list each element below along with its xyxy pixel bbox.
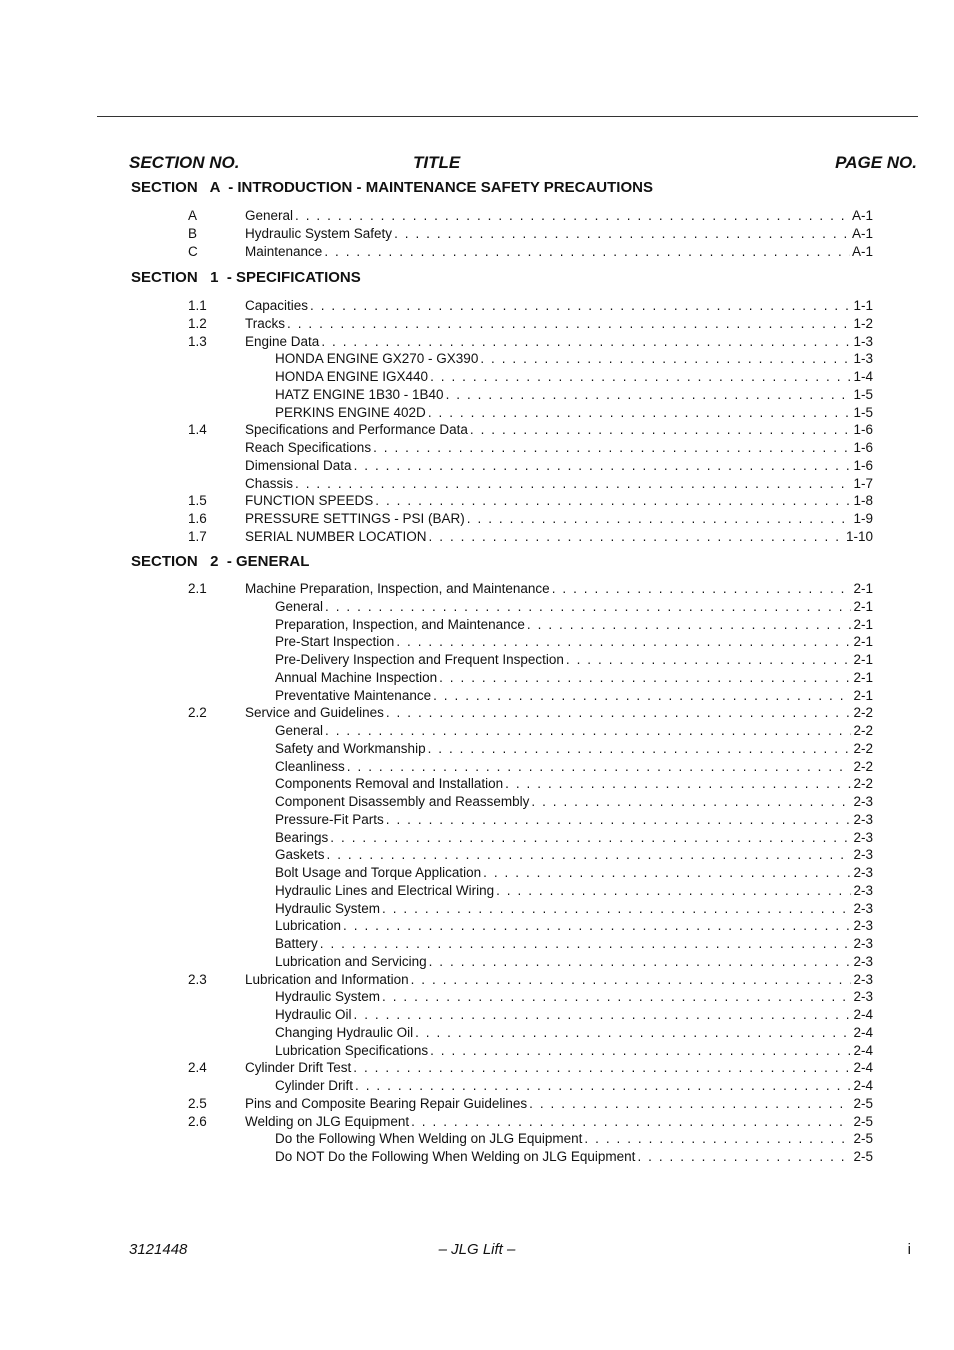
dot-leader xyxy=(505,775,851,793)
toc-entry-page: 1-3 xyxy=(853,351,873,367)
toc-entry-line xyxy=(245,971,873,989)
toc-entry-page: 2-1 xyxy=(853,581,873,596)
toc-entry-line xyxy=(245,510,873,528)
dot-leader xyxy=(330,829,851,847)
toc-entry-page: 2-2 xyxy=(853,723,873,738)
toc-entry-page: 2-4 xyxy=(853,1024,873,1040)
dot-leader xyxy=(430,1042,851,1060)
toc-entry-page: 2-5 xyxy=(853,1095,873,1111)
toc-entry-line xyxy=(275,1148,873,1166)
toc-entry[interactable] xyxy=(0,687,954,705)
dot-leader xyxy=(428,740,852,758)
toc-entry-line xyxy=(275,1130,873,1148)
toc-entry-line xyxy=(275,1077,873,1095)
toc-entry-line xyxy=(275,368,873,386)
toc-entry-page: 2-3 xyxy=(853,865,873,880)
toc-entry-page: 1-6 xyxy=(853,457,873,473)
toc-entry-line xyxy=(275,758,873,776)
toc-entry-line xyxy=(275,900,873,918)
toc-entry[interactable] xyxy=(0,988,954,1006)
toc-entry[interactable] xyxy=(0,971,954,989)
toc-entry-line xyxy=(245,297,873,315)
toc-entry-page: 1-1 xyxy=(853,298,873,313)
toc-entry[interactable] xyxy=(0,492,954,510)
toc-entry-line xyxy=(245,580,873,598)
toc-entry-line xyxy=(275,935,873,953)
toc-entry-page: 2-1 xyxy=(853,616,873,632)
toc-entry[interactable] xyxy=(0,421,954,439)
toc-entry-line xyxy=(275,775,873,793)
toc-entry-line xyxy=(275,669,873,687)
toc-entry[interactable] xyxy=(0,669,954,687)
dot-leader xyxy=(386,811,852,829)
dot-leader xyxy=(354,1006,852,1024)
toc-entry-line xyxy=(275,1006,873,1024)
toc-entry[interactable] xyxy=(0,829,954,847)
toc-entry-title: Safety and Workmanship xyxy=(275,740,426,756)
toc-entry-page: 1-5 xyxy=(853,386,873,402)
toc-entry-title: Annual Machine Inspection xyxy=(275,669,438,685)
toc-entry-title: Pre-Start Inspection xyxy=(275,634,395,650)
toc-entry[interactable] xyxy=(0,740,954,758)
toc-entry-page: 1-6 xyxy=(853,422,873,438)
dot-leader xyxy=(287,315,851,333)
toc-entry-page: 2-3 xyxy=(853,936,873,951)
toc-entry-page: 2-5 xyxy=(853,1131,873,1147)
toc-entry-page: A-1 xyxy=(851,208,873,223)
dot-leader xyxy=(321,333,851,351)
dot-leader xyxy=(324,243,850,261)
toc-entry-number: 1.7 xyxy=(188,528,207,544)
toc-entry-title: Machine Preparation, Inspection, and Maintenance xyxy=(245,581,550,596)
toc-entry[interactable] xyxy=(0,864,954,882)
toc-entry-title: Cylinder Drift Test xyxy=(245,1060,352,1076)
toc-entry[interactable] xyxy=(0,1077,954,1095)
toc-entry-title: Hydraulic Oil xyxy=(275,1007,352,1022)
dot-leader xyxy=(327,846,852,864)
dot-leader xyxy=(343,917,851,935)
toc-entry-line xyxy=(275,598,873,616)
toc-entry-page: 2-4 xyxy=(853,1007,873,1022)
toc-entry-line xyxy=(275,1042,873,1060)
toc-entry[interactable] xyxy=(0,225,954,243)
dot-leader xyxy=(325,722,851,740)
dot-leader xyxy=(566,651,852,669)
toc-entry-number: 2.3 xyxy=(188,971,207,987)
toc-entry-title: PRESSURE SETTINGS - PSI (BAR) xyxy=(245,511,465,526)
toc-entry-title: Battery xyxy=(275,936,318,951)
toc-entry-number: 2.2 xyxy=(188,705,207,721)
section-heading: SECTION 1 - SPECIFICATIONS xyxy=(131,269,361,286)
toc-entry-page: 1-7 xyxy=(853,475,873,491)
dot-leader xyxy=(428,404,852,422)
toc-entry-number: 2.1 xyxy=(188,581,207,596)
toc-entry-title: General xyxy=(275,723,324,738)
toc-entry-title: Reach Specifications xyxy=(245,440,372,455)
toc-entry-line xyxy=(245,439,873,457)
toc-entry[interactable] xyxy=(0,297,954,315)
dot-leader xyxy=(382,988,851,1006)
toc-entry-page: 2-2 xyxy=(853,740,873,756)
dot-leader xyxy=(470,421,852,439)
toc-entry-number: 1.3 xyxy=(188,333,207,349)
toc-entry[interactable] xyxy=(0,243,954,261)
toc-entry-page: 2-3 xyxy=(853,953,873,969)
toc-entry[interactable] xyxy=(0,1130,954,1148)
dot-leader xyxy=(439,669,851,687)
toc-entry[interactable] xyxy=(0,758,954,776)
toc-entry[interactable] xyxy=(0,404,954,422)
toc-entry-number: 1.5 xyxy=(188,493,207,509)
toc-entry-title: HATZ ENGINE 1B30 - 1B40 xyxy=(275,386,444,402)
dot-leader xyxy=(295,475,851,493)
toc-entry-title: Specifications and Performance Data xyxy=(245,422,468,438)
toc-entry[interactable] xyxy=(0,1059,954,1077)
toc-entry[interactable] xyxy=(0,900,954,918)
toc-entry-title: Capacities xyxy=(245,298,309,313)
toc-entry-title: Welding on JLG Equipment xyxy=(245,1113,410,1129)
toc-entry-title: Do NOT Do the Following When Welding on JLG Equipment xyxy=(275,1149,636,1164)
toc-entry-line xyxy=(245,1113,873,1131)
toc-entry-page: 1-10 xyxy=(845,528,873,544)
toc-entry-title: Bearings xyxy=(275,829,329,845)
toc-entry-line xyxy=(245,704,873,722)
toc-entry-page: 2-1 xyxy=(853,652,873,667)
toc-entry-title: Service and Guidelines xyxy=(245,705,384,721)
toc-entry[interactable] xyxy=(0,917,954,935)
toc-entry-line xyxy=(245,1095,873,1113)
dot-leader xyxy=(446,386,852,404)
dot-leader xyxy=(375,492,851,510)
dot-leader xyxy=(320,935,852,953)
toc-entry-page: 2-3 xyxy=(853,989,873,1005)
toc-entry-title: Maintenance xyxy=(245,243,323,259)
toc-entry[interactable] xyxy=(0,510,954,528)
toc-entry-page: 2-2 xyxy=(853,705,873,721)
toc-entry[interactable] xyxy=(0,775,954,793)
toc-entry[interactable] xyxy=(0,457,954,475)
toc-entry-line xyxy=(275,882,873,900)
toc-entry-number: B xyxy=(188,225,198,241)
toc-entry-title: Hydraulic System xyxy=(275,989,381,1005)
toc-entry-page: 2-4 xyxy=(853,1060,873,1076)
toc-entry-title: Engine Data xyxy=(245,333,320,349)
toc-entry[interactable] xyxy=(0,651,954,669)
toc-entry-page: 2-2 xyxy=(853,758,873,774)
toc-entry-page: 2-3 xyxy=(853,811,873,827)
toc-entry-line xyxy=(275,811,873,829)
dot-leader xyxy=(527,616,852,634)
toc-entry-page: 2-1 xyxy=(853,687,873,703)
toc-entry-page: 2-5 xyxy=(853,1113,873,1129)
toc-entry[interactable] xyxy=(0,1006,954,1024)
toc-entry-number: 1.2 xyxy=(188,315,207,331)
toc-entry[interactable] xyxy=(0,846,954,864)
toc-entry-page: A-1 xyxy=(851,225,873,241)
dot-leader xyxy=(415,1024,851,1042)
toc-entry-title: Cylinder Drift xyxy=(275,1078,354,1093)
toc-entry[interactable] xyxy=(0,1042,954,1060)
toc-entry[interactable] xyxy=(0,811,954,829)
dot-leader xyxy=(496,882,851,900)
section-heading: SECTION A - INTRODUCTION - MAINTENANCE SAFETY PRECAUTIONS xyxy=(131,179,653,196)
toc-entry-title: FUNCTION SPEEDS xyxy=(245,493,374,509)
toc-entry-title: HONDA ENGINE IGX440 xyxy=(275,369,429,384)
toc-entry-page: 2-4 xyxy=(853,1042,873,1058)
toc-entry[interactable] xyxy=(0,1024,954,1042)
toc-entry-title: Cleanliness xyxy=(275,758,345,774)
toc-entry-page: 2-1 xyxy=(853,598,873,614)
toc-entry-line xyxy=(245,207,873,225)
toc-entry-page: A-1 xyxy=(851,243,873,259)
toc-entry-title: Lubrication xyxy=(275,918,342,934)
toc-entry-title: Lubrication and Servicing xyxy=(275,953,427,969)
toc-entry-page: 2-4 xyxy=(853,1078,873,1093)
toc-entry[interactable] xyxy=(0,528,954,546)
toc-entry-page: 1-2 xyxy=(853,315,873,331)
toc-entry-number: 1.6 xyxy=(188,511,207,526)
toc-entry-line xyxy=(275,740,873,758)
dot-leader xyxy=(584,1130,851,1148)
toc-entry-title: General xyxy=(275,598,324,614)
dot-leader xyxy=(433,687,851,705)
dot-leader xyxy=(430,368,851,386)
toc-entry[interactable] xyxy=(0,598,954,616)
toc-entry-line xyxy=(275,687,873,705)
dot-leader xyxy=(354,457,852,475)
toc-entry[interactable] xyxy=(0,616,954,634)
dot-leader xyxy=(480,350,851,368)
toc-entry-line xyxy=(275,988,873,1006)
toc-entry-title: Dimensional Data xyxy=(245,457,352,473)
toc-entry-title: Do the Following When Welding on JLG Equipment xyxy=(275,1131,583,1147)
toc-entry[interactable] xyxy=(0,207,954,225)
dot-leader xyxy=(529,1095,851,1113)
toc-entry-page: 1-9 xyxy=(853,511,873,526)
toc-entry-line xyxy=(245,315,873,333)
toc-entry-title: Hydraulic Lines and Electrical Wiring xyxy=(275,882,495,898)
toc-entry-line xyxy=(245,243,873,261)
toc-entry-title: Pre-Delivery Inspection and Frequent Inspection xyxy=(275,652,564,667)
dot-leader xyxy=(411,1113,851,1131)
toc-entry[interactable] xyxy=(0,475,954,493)
toc-entry-page: 2-3 xyxy=(853,971,873,987)
toc-entry[interactable] xyxy=(0,953,954,971)
toc-entry-title: Preventative Maintenance xyxy=(275,687,432,703)
toc-entry-title: Changing Hydraulic Oil xyxy=(275,1024,414,1040)
toc-entry-line xyxy=(275,864,873,882)
toc-entry-line xyxy=(275,829,873,847)
dot-leader xyxy=(347,758,852,776)
toc-entry-title: SERIAL NUMBER LOCATION xyxy=(245,528,427,544)
toc-entry[interactable] xyxy=(0,935,954,953)
toc-entry-page: 2-3 xyxy=(853,829,873,845)
dot-leader xyxy=(483,864,851,882)
toc-entry[interactable] xyxy=(0,580,954,598)
toc-entry-page: 2-3 xyxy=(853,847,873,863)
toc-entry-title: Chassis xyxy=(245,475,294,491)
toc-entry-number: C xyxy=(188,243,198,259)
toc-entry-line xyxy=(245,333,873,351)
toc-entry-line xyxy=(275,386,873,404)
toc-entry-line xyxy=(275,722,873,740)
toc-entry[interactable] xyxy=(0,368,954,386)
footer-page-number: i xyxy=(907,1241,911,1258)
toc-entry[interactable] xyxy=(0,882,954,900)
toc-entry-page: 2-3 xyxy=(853,882,873,898)
toc-entry-line xyxy=(245,457,873,475)
column-header-page-no: PAGE NO. xyxy=(835,153,917,172)
toc-entry-number: 2.6 xyxy=(188,1113,207,1129)
footer-center-title: – JLG Lift – xyxy=(438,1241,516,1258)
toc-entry-page: 2-3 xyxy=(853,794,873,809)
toc-entry[interactable] xyxy=(0,350,954,368)
dot-leader xyxy=(394,225,850,243)
toc-entry[interactable] xyxy=(0,704,954,722)
toc-entry[interactable] xyxy=(0,1095,954,1113)
toc-entry-line xyxy=(245,492,873,510)
dot-leader xyxy=(467,510,852,528)
toc-entry[interactable] xyxy=(0,439,954,457)
toc-entry-line xyxy=(275,651,873,669)
toc-entry-line xyxy=(275,1024,873,1042)
toc-entry-page: 2-1 xyxy=(853,634,873,650)
toc-entry-page: 1-4 xyxy=(853,369,873,384)
toc-entry-page: 2-2 xyxy=(853,776,873,792)
toc-entry[interactable] xyxy=(0,315,954,333)
toc-entry[interactable] xyxy=(0,386,954,404)
toc-entry-title: Tracks xyxy=(245,315,285,331)
toc-entry-line xyxy=(275,616,873,634)
column-header-section-no: SECTION NO. xyxy=(129,153,240,172)
toc-entry-line xyxy=(245,528,873,546)
toc-entry-title: Hydraulic System Safety xyxy=(245,225,393,241)
top-rule xyxy=(97,116,918,117)
section-heading: SECTION 2 - GENERAL xyxy=(131,553,310,570)
toc-entry-page: 2-5 xyxy=(853,1149,873,1164)
toc-entry-title: Components Removal and Installation xyxy=(275,776,504,792)
toc-entry-line xyxy=(275,793,873,811)
toc-entry-line xyxy=(275,633,873,651)
toc-entry-title: Component Disassembly and Reassembly xyxy=(275,794,530,809)
dot-leader xyxy=(325,598,851,616)
toc-entry-title: Pressure-Fit Parts xyxy=(275,811,384,827)
toc-entry-page: 1-8 xyxy=(853,493,873,509)
toc-entry-title: PERKINS ENGINE 402D xyxy=(275,404,426,420)
toc-entry-page: 2-3 xyxy=(853,900,873,916)
dot-leader xyxy=(355,1077,851,1095)
dot-leader xyxy=(552,580,852,598)
dot-leader xyxy=(353,1059,851,1077)
toc-entry-title: General xyxy=(245,208,294,223)
toc-entry[interactable] xyxy=(0,333,954,351)
dot-leader xyxy=(386,704,852,722)
toc-entry-number: A xyxy=(188,208,198,223)
toc-entry-page: 2-1 xyxy=(853,669,873,685)
dot-leader xyxy=(295,207,850,225)
toc-entry-line xyxy=(275,846,873,864)
dot-leader xyxy=(411,971,852,989)
toc-entry[interactable] xyxy=(0,1113,954,1131)
toc-entry-line xyxy=(275,953,873,971)
toc-entry[interactable] xyxy=(0,1148,954,1166)
toc-entry-title: Lubrication and Information xyxy=(245,971,409,987)
toc-entry[interactable] xyxy=(0,633,954,651)
toc-entry-line xyxy=(245,475,873,493)
toc-entry-title: Hydraulic System xyxy=(275,900,381,916)
toc-entry-line xyxy=(245,421,873,439)
toc-entry-page: 1-6 xyxy=(853,440,873,455)
column-header-title: TITLE xyxy=(413,153,461,172)
toc-entry[interactable] xyxy=(0,722,954,740)
toc-entry-line xyxy=(275,917,873,935)
toc-entry-number: 1.1 xyxy=(188,298,207,313)
toc-entry-title: HONDA ENGINE GX270 - GX390 xyxy=(275,351,479,367)
toc-entry-number: 1.4 xyxy=(188,422,207,438)
toc-entry-title: Preparation, Inspection, and Maintenance xyxy=(275,616,525,632)
toc-entry-line xyxy=(275,350,873,368)
dot-leader xyxy=(373,439,851,457)
toc-entry-number: 2.4 xyxy=(188,1060,207,1076)
dot-leader xyxy=(382,900,851,918)
toc-entry-number: 2.5 xyxy=(188,1095,207,1111)
toc-entry-title: Gaskets xyxy=(275,847,325,863)
toc-entry-title: Pins and Composite Bearing Repair Guidelines xyxy=(245,1095,528,1111)
dot-leader xyxy=(429,528,844,546)
toc-entry-line xyxy=(275,404,873,422)
toc-entry-line xyxy=(245,225,873,243)
dot-leader xyxy=(396,633,851,651)
toc-entry-title: Bolt Usage and Torque Application xyxy=(275,865,482,880)
toc-entry-page: 1-5 xyxy=(853,404,873,420)
dot-leader xyxy=(429,953,852,971)
dot-leader xyxy=(310,297,851,315)
footer-doc-number: 3121448 xyxy=(129,1241,188,1258)
toc-entry[interactable] xyxy=(0,793,954,811)
dot-leader xyxy=(637,1148,851,1166)
toc-entry-title: Lubrication Specifications xyxy=(275,1042,429,1058)
toc-entry-line xyxy=(245,1059,873,1077)
dot-leader xyxy=(531,793,851,811)
toc-entry-page: 2-3 xyxy=(853,918,873,934)
toc-entry-page: 1-3 xyxy=(853,333,873,349)
